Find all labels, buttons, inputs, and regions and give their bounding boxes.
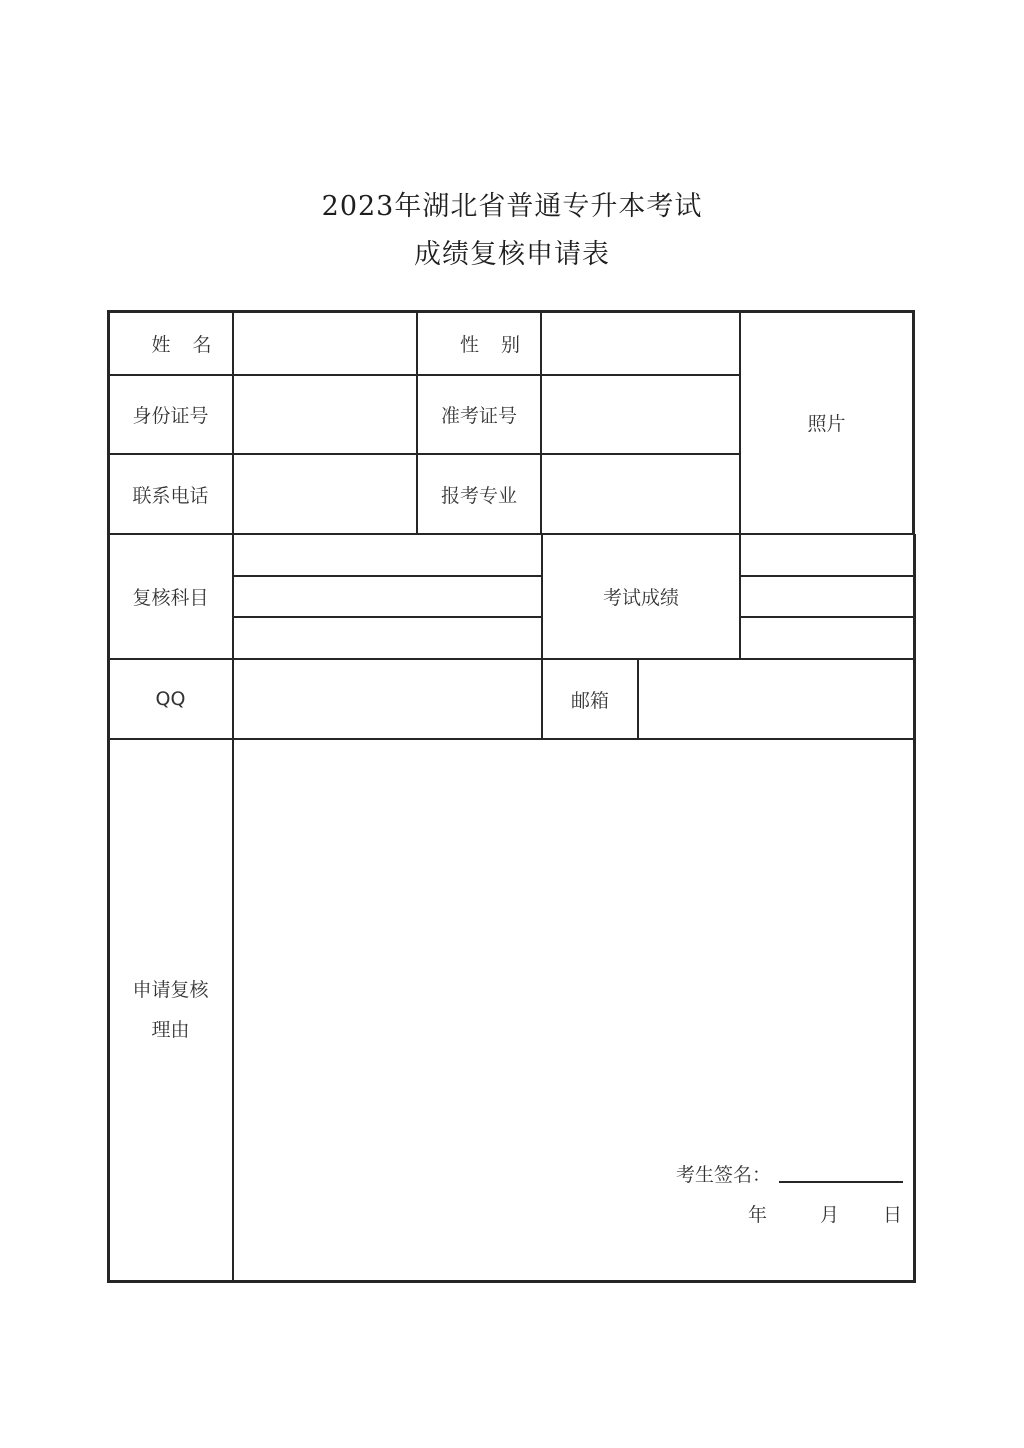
reason-label-line2: 理由 (151, 1019, 190, 1041)
major-label: 报考专业 (440, 484, 517, 507)
gender-field[interactable] (542, 312, 739, 374)
admission-number-label: 准考证号 (440, 405, 517, 427)
subject-2-field[interactable] (234, 577, 541, 616)
score-3-field[interactable] (741, 618, 913, 658)
score-1-field[interactable] (741, 535, 913, 575)
date-month-label: 月 (820, 1204, 840, 1226)
signature-line[interactable] (779, 1181, 903, 1183)
signature-label: 考生签名： (676, 1164, 772, 1186)
document-title-line1: 2023年湖北省普通专升本考试 (321, 191, 703, 222)
document-title-line2: 成绩复核申请表 (414, 239, 610, 270)
major-field[interactable] (542, 455, 739, 533)
subject-3-field[interactable] (234, 618, 541, 658)
reason-field[interactable] (234, 740, 913, 1150)
subject-1-field[interactable] (234, 535, 541, 575)
photo-area[interactable]: 照片 (807, 413, 846, 435)
exam-scores-label: 考试成绩 (602, 587, 679, 609)
table-border-right-lower (913, 534, 916, 1283)
admission-number-field[interactable] (542, 376, 739, 453)
date-day-label: 日 (883, 1204, 903, 1226)
qq-field[interactable] (234, 660, 541, 738)
reason-label (109, 740, 232, 1280)
table-border-right-upper (912, 310, 915, 535)
phone-label: 联系电话 (132, 484, 209, 507)
score-2-field[interactable] (741, 577, 913, 616)
review-subjects-label: 复核科目 (132, 587, 209, 609)
qq-label: QQ (155, 688, 186, 710)
phone-field[interactable] (234, 455, 416, 533)
name-field[interactable] (234, 312, 416, 374)
name-label: 姓名 (151, 333, 234, 356)
gender-label: 性别 (459, 333, 542, 356)
date-year-label: 年 (748, 1204, 768, 1226)
email-label: 邮箱 (570, 689, 609, 712)
table-border-bottom (108, 1280, 916, 1283)
email-field[interactable] (639, 660, 913, 738)
reason-label-line1: 申请复核 (132, 979, 209, 1001)
id-number-field[interactable] (234, 376, 416, 453)
id-number-label: 身份证号 (132, 405, 209, 427)
